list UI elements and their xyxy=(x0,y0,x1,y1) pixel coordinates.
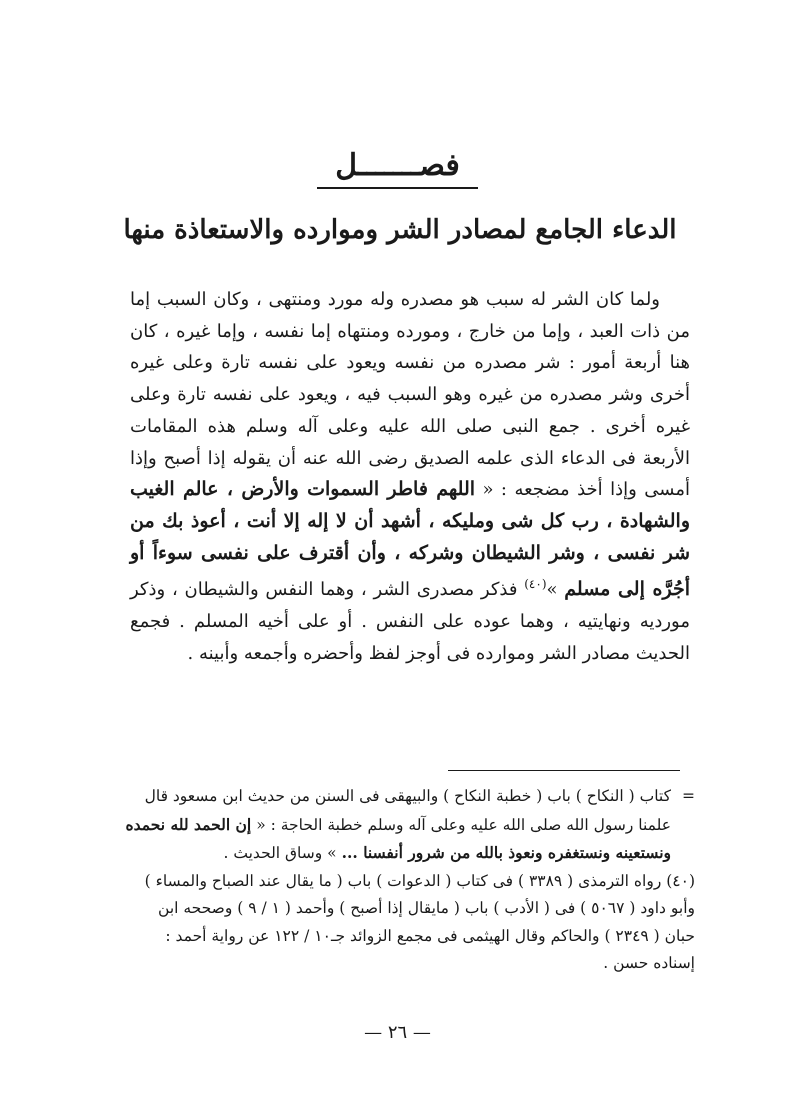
footnote-cont-end: » وساق الحديث . xyxy=(223,844,337,862)
chapter-heading-text: فصـــــــل xyxy=(317,148,478,189)
quote-close: » xyxy=(546,579,558,601)
continuation-marker: = xyxy=(682,787,695,805)
footnote-divider xyxy=(448,770,680,771)
page-number: — ٢٦ — xyxy=(364,1022,431,1043)
body-part-2: فذكر مصدرى الشر ، وهما النفس والشيطان ، وذكر مورديه ونهايتيه ، وهما عوده على النفس . أو على أخيه المسلم . فجمع الحديث مصادر الشر وموارده فى أوجز لفظ وأحضره وأجمعه وأبينه . xyxy=(130,579,690,664)
footnote-ref-40: (٤٠) xyxy=(524,577,547,592)
chapter-heading xyxy=(0,148,795,183)
footnote-continuation xyxy=(125,783,695,868)
footnote-cont-text: كتاب ( النكاح ) باب ( خطبة النكاح ) والبيهقى فى السنن من حديث ابن مسعود قال علمنا رسول الله صلى الله عليه وعلى آله وسلم خطبة الحاجة : « xyxy=(144,787,671,834)
body-paragraph xyxy=(130,284,690,669)
footnote-40: (٤٠) رواه الترمذى ( ٣٣٨٩ ) فى كتاب ( الدعوات ) باب ( ما يقال عند الصباح والمساء ) وأبو داود ( ٥٠٦٧ ) فى ( الأدب ) باب ( مايقال إذا أصبح ) وأحمد ( ١ / ٩ ) وصححه ابن حبان ( ٢٣٤٩ ) والحاكم وقال الهيثمى فى مجمع الزوائد جـ١٠ / ١٢٢ عن رواية أحمد : إسناده حسن . xyxy=(144,871,695,972)
body-part-1: ولما كان الشر له سبب هو مصدره وله مورد ومنتهى ، وكان السبب إما من ذات العبد ، وإما من خارج ، ومورده ومنتهاه إما نفسه ، وإما غيره ، كان هنا أربعة أمور : شر مصدره من نفسه ويعود على نفسه تارة وعلى غيره أخرى وشر مصدره من غيره وهو السبب فيه ، ويعود على نفسه تارة وعلى غيره أخرى . جمع النبى صلى الله عليه وعلى آله وسلم هذه المقامات الأربعة فى الدعاء الذى علمه الصديق رضى الله عنه أن يقوله إذا أصبح وإذا أمسى وإذا أخذ مضجعه : « xyxy=(130,289,690,501)
hadith-quote: اللهم فاطر السموات والأرض ، عالم الغيب والشهادة ، رب كل شى ومليكه ، أشهد أن لا إله إلا أنت ، أعوذ بك من شر نفسى ، وشر الشيطان وشركه ، وأن أقترف على نفسى سوءاً أو أجُرَّه إلى مسلم xyxy=(130,478,690,601)
section-title: الدعاء الجامع لمصادر الشر وموارده والاستعاذة منها xyxy=(123,215,677,245)
body-text xyxy=(130,284,690,669)
footnote-cont-bold: إن الحمد لله نحمده ونستعينه ونستغفره ونعوذ بالله من شرور أنفسنا ... xyxy=(125,814,671,862)
footnotes xyxy=(125,783,695,978)
